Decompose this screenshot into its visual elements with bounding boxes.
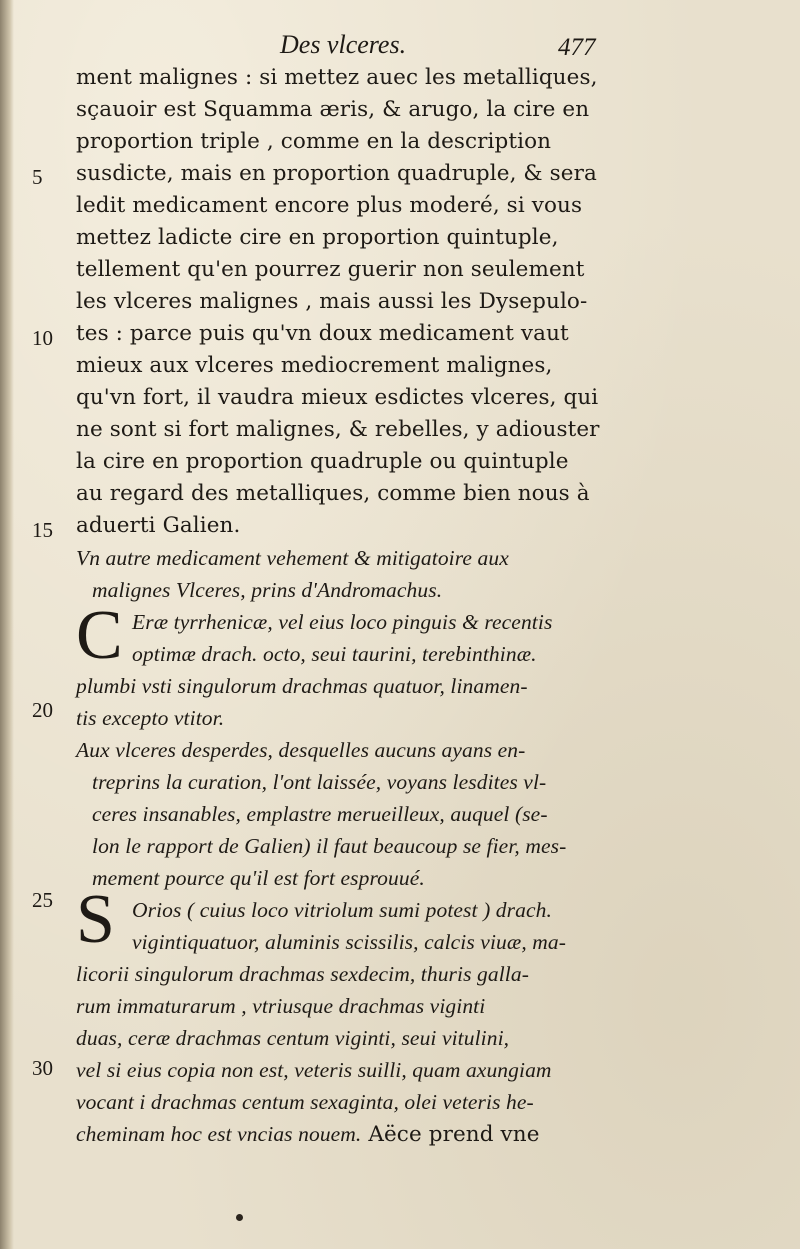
recipe-latin-end: cheminam hoc est vncias nouem.	[76, 1122, 362, 1146]
line-number-5: 5	[32, 165, 43, 189]
heading-line: Aux vlceres desperdes, desquelles aucuns ayans en-	[76, 738, 526, 762]
text-line: la cire en proportion quadruple ou quintuple	[76, 449, 569, 474]
recipe-line: vigintiquatuor, aluminis scissilis, calcis viuæ, ma-	[132, 930, 567, 954]
line-number-30: 30	[32, 1056, 53, 1080]
paragraph-main	[76, 62, 628, 542]
catchword-text: Aëce prend vne	[361, 1122, 540, 1147]
recipe-line: rum immaturarum , vtriusque drachmas viginti	[76, 994, 486, 1018]
text-line: les vlceres malignes , mais aussi les Dysepulo-	[76, 289, 588, 314]
text-line: sçauoir est Squamma æris, & arugo, la cire en	[76, 97, 590, 122]
line-number-10: 10	[32, 326, 53, 350]
heading-line: malignes Vlceres, prins d'Andromachus.	[92, 578, 443, 602]
recipe-line: duas, ceræ drachmas centum viginti, seui vitulini,	[76, 1026, 510, 1050]
recipe-line: Eræ tyrrhenicæ, vel eius loco pinguis & recentis	[132, 610, 553, 634]
section-heading-1	[76, 542, 628, 606]
page-edge-shadow	[0, 0, 14, 1249]
running-title: Des vlceres.	[280, 30, 407, 59]
recipe-line: licorii singulorum drachmas sexdecim, thuris galla-	[76, 962, 529, 986]
heading-line: ceres insanables, emplastre merueilleux, auquel (se-	[92, 802, 548, 826]
recipe-1	[76, 597, 628, 734]
heading-line: lon le rapport de Galien) il faut beaucoup se fier, mes-	[92, 834, 567, 858]
line-number-20: 20	[32, 698, 53, 722]
line-number-15: 15	[32, 518, 53, 542]
text-line: au regard des metalliques, comme bien nous à	[76, 481, 590, 506]
recipe-line: optimæ drach. octo, seui taurini, terebinthinæ.	[132, 642, 537, 666]
recipe-line: plumbi vsti singulorum drachmas quatuor, linamen-	[76, 674, 528, 698]
running-head	[260, 30, 640, 66]
line-number-25: 25	[32, 888, 53, 912]
text-line: ledit medicament encore plus moderé, si vous	[76, 193, 583, 218]
drop-cap-c: C	[76, 597, 123, 674]
text-line: susdicte, mais en proportion quadruple, & sera	[76, 161, 597, 186]
recipe-line: vel si eius copia non est, veteris suilli, quam axungiam	[76, 1058, 552, 1082]
text-line: mettez ladicte cire en proportion quintuple,	[76, 225, 559, 250]
recipe-line: Orios ( cuius loco vitriolum sumi potest ) drach.	[132, 898, 552, 922]
body-text	[76, 62, 628, 1150]
section-heading-2	[76, 734, 628, 894]
text-line: ment malignes : si mettez auec les metalliques,	[76, 65, 598, 90]
recipe-line-final	[76, 1118, 628, 1150]
heading-line: mement pource qu'il est fort esprouué.	[92, 866, 425, 890]
text-line: ne sont si fort malignes, & rebelles, y adiouster	[76, 417, 600, 442]
heading-line: treprins la curation, l'ont laissée, voyans lesdites vl-	[92, 770, 547, 794]
text-line: tes : parce puis qu'vn doux medicament vaut	[76, 321, 569, 346]
recipe-2	[76, 894, 628, 1150]
heading-line: Vn autre medicament vehement & mitigatoire aux	[76, 546, 509, 570]
text-line: aduerti Galien.	[76, 513, 241, 538]
text-line: qu'vn fort, il vaudra mieux esdictes vlceres, qui	[76, 385, 599, 410]
drop-cap-s: S	[76, 881, 115, 958]
recipe-line: vocant i drachmas centum sexaginta, olei veteris he-	[76, 1090, 534, 1114]
text-line: mieux aux vlceres mediocrement malignes,	[76, 353, 553, 378]
page-number: 477	[558, 34, 596, 61]
text-line: tellement qu'en pourrez guerir non seulement	[76, 257, 585, 282]
ink-dot	[236, 1214, 243, 1221]
text-line: proportion triple , comme en la description	[76, 129, 552, 154]
recipe-line: tis excepto vtitor.	[76, 706, 225, 730]
